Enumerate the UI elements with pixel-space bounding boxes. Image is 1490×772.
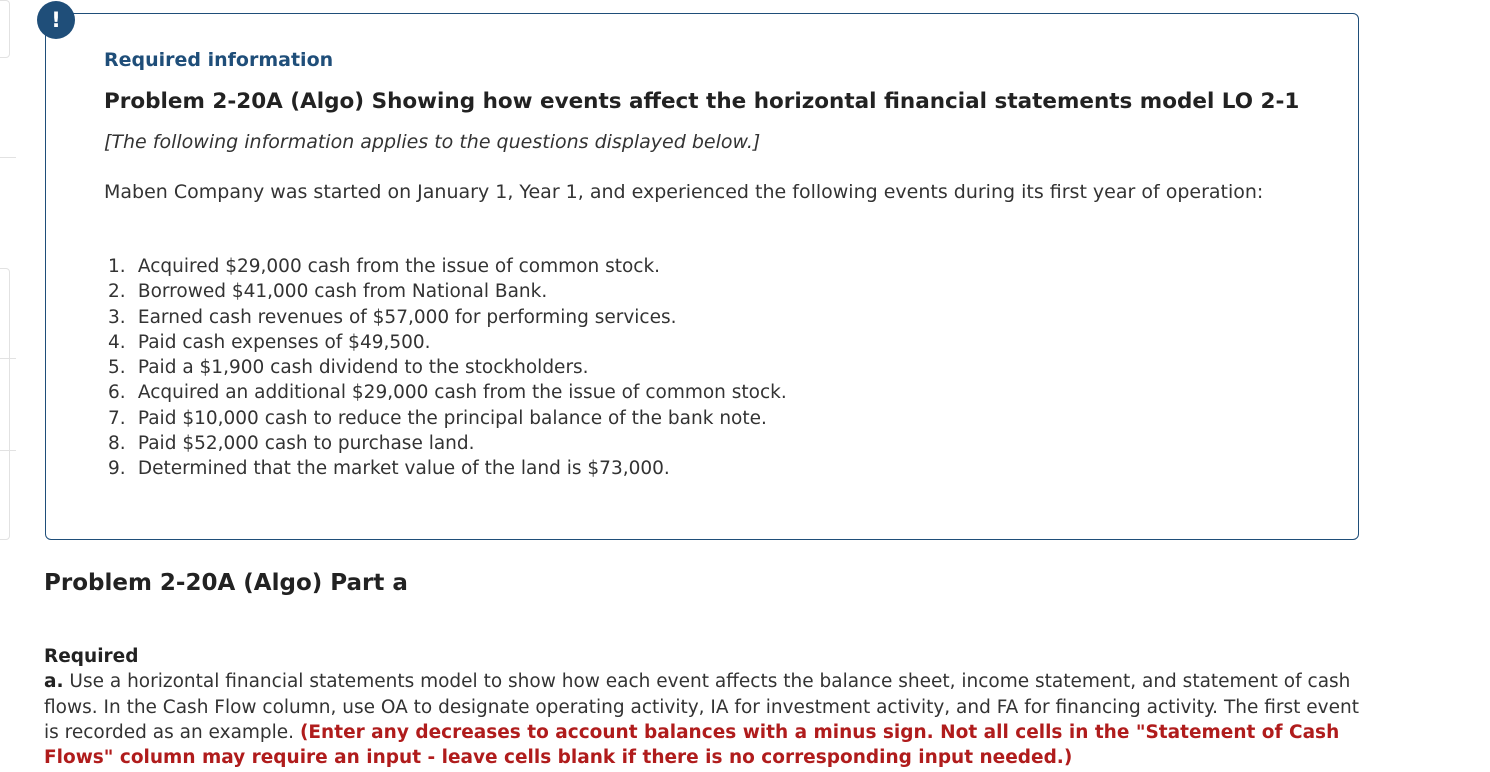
list-item: 6. Acquired an additional $29,000 cash from the issue of common stock.: [108, 382, 787, 404]
part-title: Problem 2-20A (Algo) Part a: [44, 570, 408, 596]
required-heading: Required: [44, 646, 139, 667]
required-information-heading: Required information: [104, 49, 334, 71]
required-instructions: [44, 644, 1374, 770]
applies-note: [The following information applies to the questions displayed below.]: [104, 131, 761, 153]
gutter-divider: [0, 450, 16, 451]
gutter-fragment: [0, 0, 10, 58]
warning-note: (Enter any decreases to account balances with a minus sign. Not all cells in the "Statement of Cash Flows" column may require an input - leave cells blank if there is no corresponding input needed.): [44, 721, 1340, 769]
part-a-label: a.: [44, 671, 64, 693]
gutter-divider: [0, 358, 16, 359]
list-item: 4. Paid cash expenses of $49,500.: [108, 331, 431, 353]
gutter-divider: [0, 157, 16, 158]
gutter-fragment: [0, 268, 10, 540]
instruction-text: Use a horizontal financial statements model to show how each event affects the balance sheet, income statement, and statement of cash flows. In the Cash Flow column, use OA to designate operating activity, IA for investment activity, and FA for financing activity. The first event is recorded as an example.: [44, 671, 1359, 743]
list-item: 2. Borrowed $41,000 cash from National Bank.: [108, 281, 548, 303]
list-item: 8. Paid $52,000 cash to purchase land.: [108, 433, 475, 455]
list-item: 1. Acquired $29,000 cash from the issue of common stock.: [108, 256, 661, 277]
list-item: 5. Paid a $1,900 cash dividend to the stockholders.: [108, 357, 589, 379]
list-item: 9. Determined that the market value of the land is $73,000.: [108, 458, 670, 480]
problem-title: Problem 2-20A (Algo) Showing how events affect the horizontal financial statements model LO 2-1: [104, 89, 1300, 114]
alert-icon: !: [37, 1, 75, 39]
events-list: [108, 254, 787, 482]
list-item: 7. Paid $10,000 cash to reduce the principal balance of the bank note.: [108, 407, 767, 429]
list-item: 3. Earned cash revenues of $57,000 for performing services.: [108, 306, 677, 328]
intro-text: Maben Company was started on January 1, Year 1, and experienced the following events during its first year of operation:: [104, 181, 1264, 203]
